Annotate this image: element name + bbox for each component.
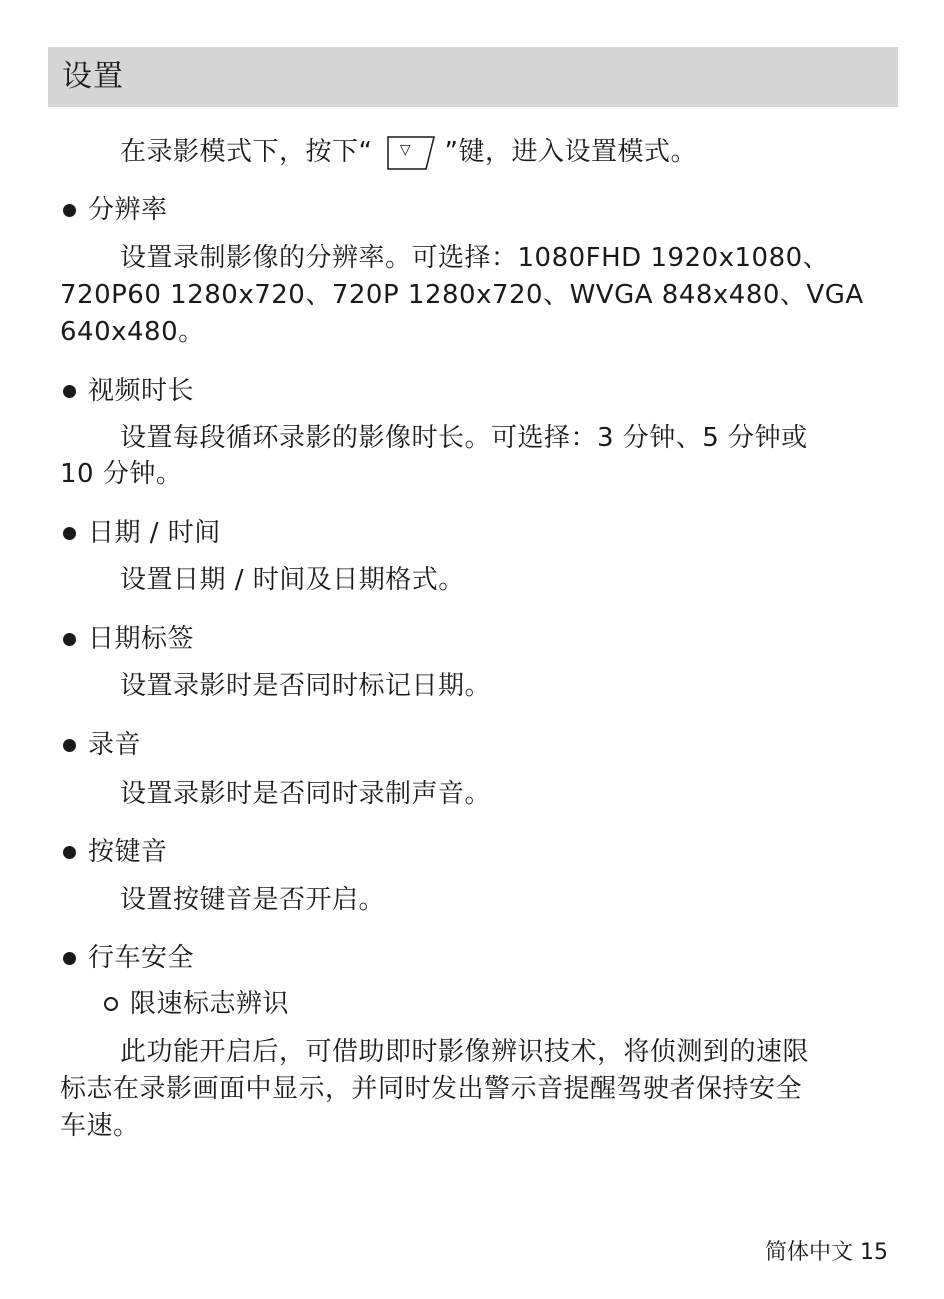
bullet-icon <box>63 952 76 965</box>
heading-label: 行车安全 <box>88 943 195 973</box>
bullet-icon <box>63 204 76 217</box>
bullet-icon <box>63 527 76 540</box>
page-footer: 简体中文 15 <box>765 1240 888 1265</box>
video-length-line-2: 10 分钟。 <box>60 459 183 489</box>
video-length-line-1: 设置每段循环录影的影像时长。可选择：3 分钟、5 分钟或 <box>120 423 808 453</box>
bullet-icon <box>63 633 76 646</box>
section-title-bar <box>48 47 898 107</box>
heading-label: 视频时长 <box>88 376 195 406</box>
key-tone-line-1: 设置按键音是否开启。 <box>120 885 386 915</box>
driving-safety-line-1: 此功能开启后，可借助即时影像辨识技术，将侦测到的速限 <box>120 1037 810 1067</box>
resolution-line-3: 640x480。 <box>60 317 205 347</box>
intro-line <box>120 134 697 171</box>
heading-label: 按键音 <box>88 837 168 867</box>
down-triangle-key-icon <box>386 135 438 171</box>
subheading-speed-sign <box>104 986 289 1022</box>
heading-label: 日期 / 时间 <box>88 518 221 548</box>
heading-label: 日期标签 <box>88 624 195 654</box>
date-time-line-1: 设置日期 / 时间及日期格式。 <box>120 565 465 595</box>
resolution-line-2: 720P60 1280x720、720P 1280x720、WVGA 848x480、VGA <box>60 280 864 310</box>
audio-line-1: 设置录影时是否同时录制声音。 <box>120 779 492 809</box>
heading-video-length <box>60 373 194 409</box>
bullet-icon <box>63 739 76 752</box>
heading-audio <box>60 727 141 763</box>
page-title: 设置 <box>62 59 124 94</box>
heading-date-time <box>60 515 221 551</box>
date-stamp-line-1: 设置录影时是否同时标记日期。 <box>120 671 492 701</box>
heading-date-stamp <box>60 621 194 657</box>
key-glyph: ▽ <box>399 141 412 158</box>
heading-key-tone <box>60 834 168 870</box>
heading-label: 分辨率 <box>88 195 168 225</box>
hollow-bullet-icon <box>104 997 118 1011</box>
heading-resolution <box>60 192 168 228</box>
driving-safety-line-2: 标志在录影画面中显示，并同时发出警示音提醒驾驶者保持安全 <box>60 1074 803 1104</box>
bullet-icon <box>63 846 76 859</box>
heading-label: 录音 <box>88 730 142 760</box>
bullet-icon <box>63 385 76 398</box>
driving-safety-line-3: 车速。 <box>60 1111 140 1141</box>
heading-driving-safety <box>60 940 194 976</box>
resolution-line-1: 设置录制影像的分辨率。可选择：1080FHD 1920x1080、 <box>120 243 830 273</box>
intro-suffix: ”键，进入设置模式。 <box>444 137 697 167</box>
intro-prefix: 在录影模式下，按下“ <box>120 137 373 167</box>
subheading-label: 限速标志辨识 <box>130 989 290 1019</box>
